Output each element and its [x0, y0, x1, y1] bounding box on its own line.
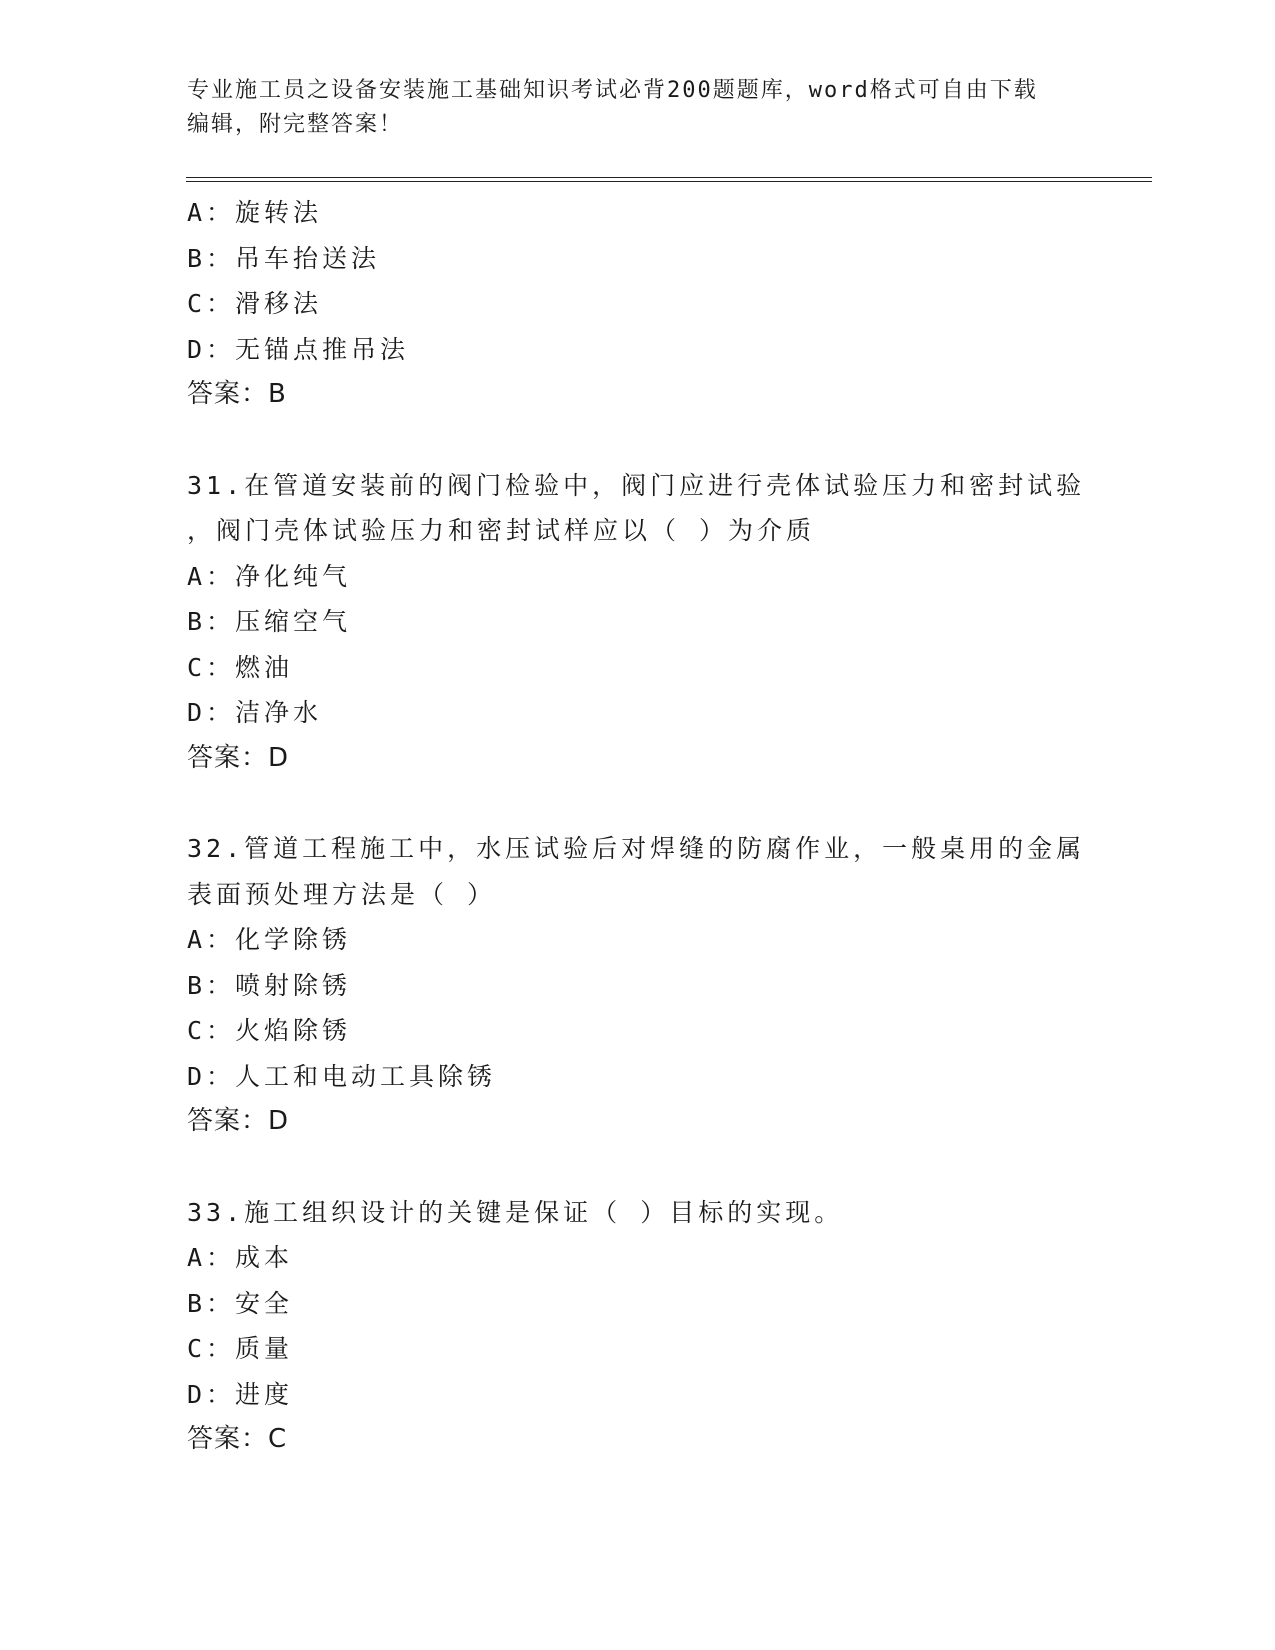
- question-32: [187, 826, 1107, 1145]
- option-a: A：净化纯气: [187, 561, 352, 591]
- question-list: [187, 190, 1107, 1463]
- question-stem-line: 32.管道工程施工中，水压试验后对焊缝的防腐作业，一般桌用的金属: [187, 834, 1086, 863]
- option-d: D：进度: [187, 1379, 294, 1409]
- option-b: B：吊车抬送法: [187, 243, 381, 273]
- option-b: B：安全: [187, 1288, 294, 1318]
- option-d: D：洁净水: [187, 698, 323, 727]
- option-b: B：压缩空气: [187, 607, 352, 636]
- header-title-line-2: 编辑，附完整答案！: [187, 112, 404, 137]
- option-c: C：质量: [187, 1334, 294, 1363]
- option-d: D：无锚点推吊法: [187, 334, 410, 364]
- question-stem-line: 33.施工组织设计的关键是保证（ ）目标的实现。: [187, 1197, 844, 1227]
- option-b: B：喷射除锈: [187, 970, 352, 1000]
- question-stem-line: 表面预处理方法是（ ）: [187, 879, 497, 909]
- option-a: A：旋转法: [187, 198, 323, 227]
- option-d: D：人工和电动工具除锈: [187, 1061, 497, 1091]
- option-a: A：成本: [187, 1243, 294, 1272]
- question-30-continued: [187, 190, 1107, 418]
- option-c: C：滑移法: [187, 289, 323, 318]
- document-header: [187, 74, 1087, 142]
- answer-line: 答案：B: [187, 379, 287, 409]
- answer-line: 答案：D: [187, 1106, 290, 1136]
- question-stem-line: ，阀门壳体试验压力和密封试样应以（ ）为介质: [187, 516, 816, 545]
- question-31: [187, 463, 1107, 782]
- option-c: C：火焰除锈: [187, 1016, 352, 1045]
- header-double-rule: [186, 177, 1152, 182]
- answer-line: 答案：C: [187, 1424, 288, 1454]
- option-c: C：燃油: [187, 652, 294, 682]
- answer-line: 答案：D: [187, 742, 290, 773]
- question-stem-line: 31.在管道安装前的阀门检验中，阀门应进行壳体试验压力和密封试验: [187, 470, 1086, 500]
- header-title-line-1: 专业施工员之设备安装施工基础知识考试必背200题题库，word格式可自由下载: [187, 78, 1038, 103]
- option-a: A：化学除锈: [187, 925, 352, 954]
- question-33: [187, 1190, 1107, 1463]
